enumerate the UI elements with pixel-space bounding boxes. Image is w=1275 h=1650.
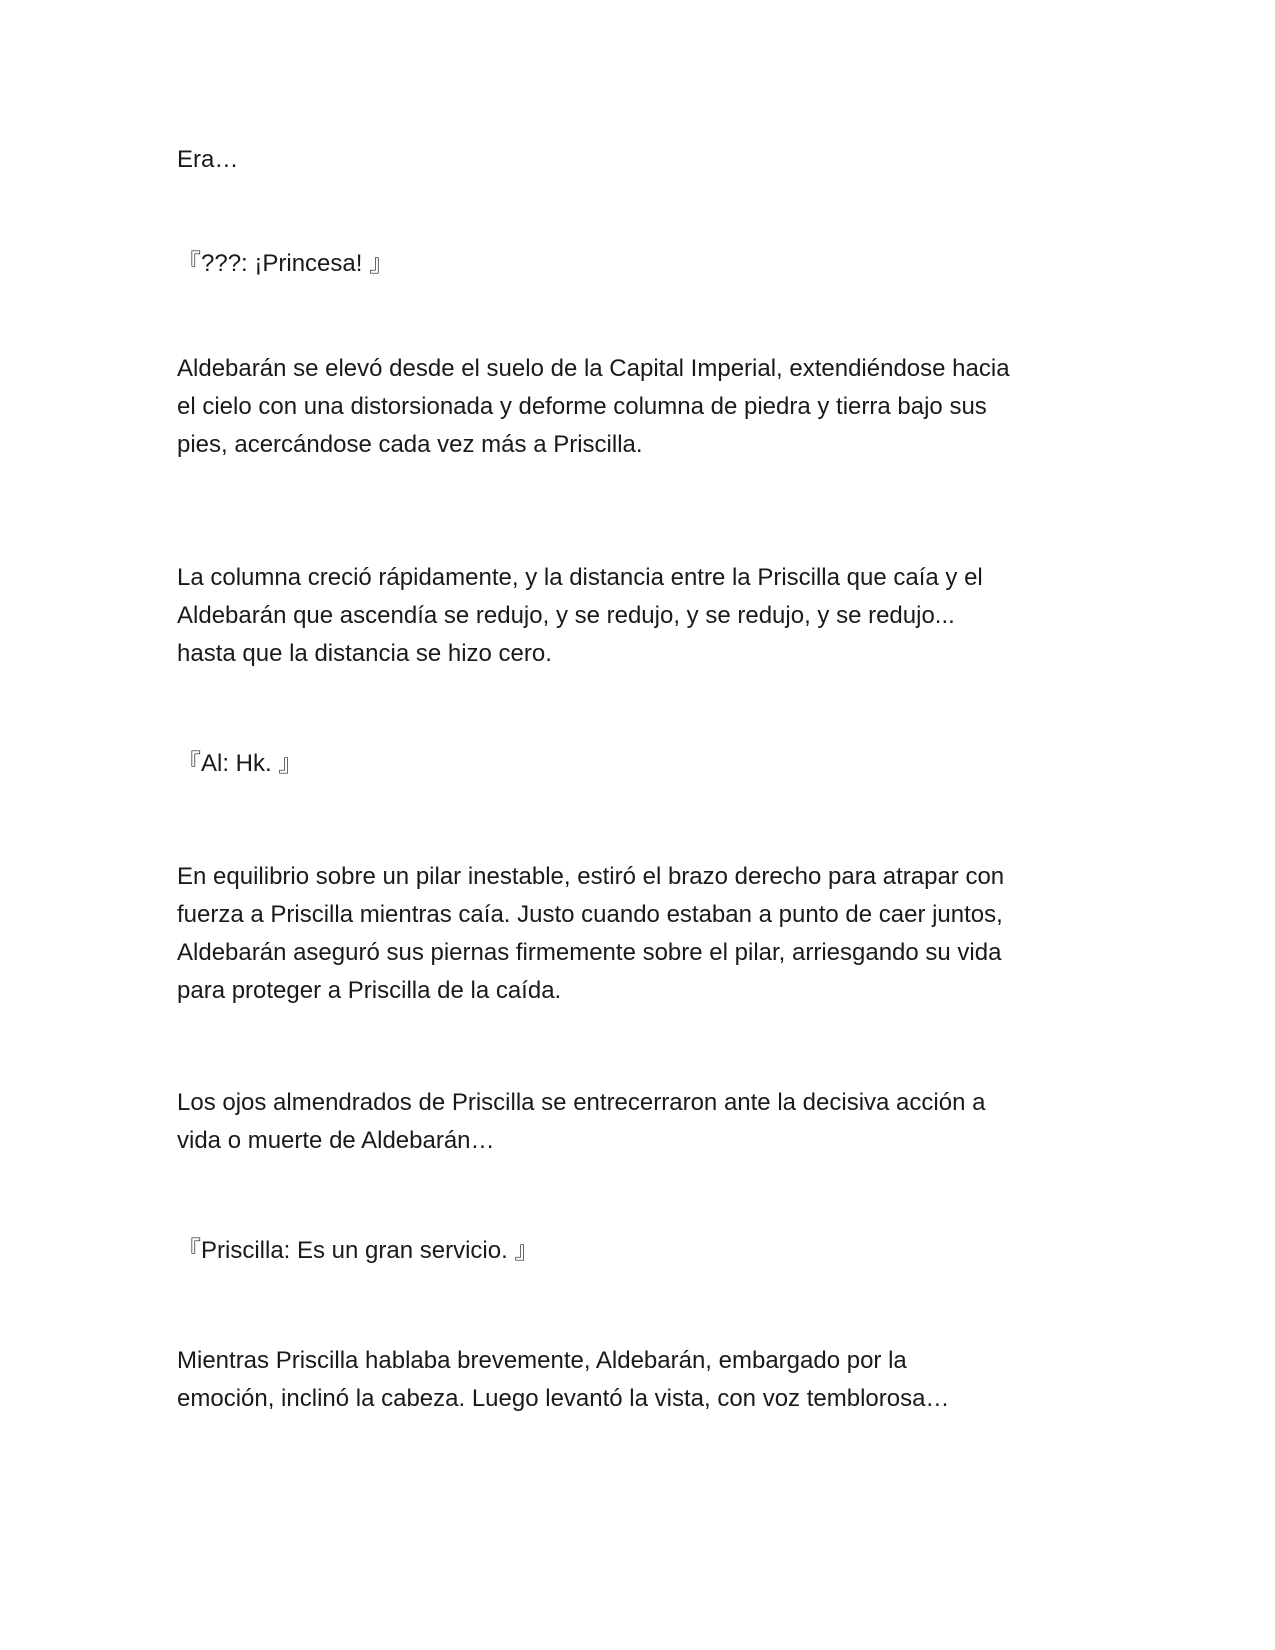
paragraph-line: Era…: [177, 146, 239, 173]
dialogue-line: 『Al: Hk. 』: [177, 750, 303, 777]
paragraph-line: el cielo con una distorsionada y deforme columna de piedra y tierra bajo sus: [177, 393, 987, 420]
dialogue-line: 『???: ¡Princesa! 』: [177, 250, 394, 277]
paragraph-line: Aldebarán aseguró sus piernas firmemente sobre el pilar, arriesgando su vida: [177, 939, 1002, 966]
paragraph-line: Los ojos almendrados de Priscilla se entrecerraron ante la decisiva acción a: [177, 1089, 986, 1116]
paragraph-line: para proteger a Priscilla de la caída.: [177, 977, 562, 1004]
paragraph-line: pies, acercándose cada vez más a Priscilla.: [177, 431, 643, 458]
paragraph-line: fuerza a Priscilla mientras caía. Justo cuando estaban a punto de caer juntos,: [177, 901, 1003, 928]
paragraph-line: Mientras Priscilla hablaba brevemente, Aldebarán, embargado por la: [177, 1347, 907, 1374]
paragraph-line: En equilibrio sobre un pilar inestable, estiró el brazo derecho para atrapar con: [177, 863, 1005, 890]
paragraph-line: Aldebarán que ascendía se redujo, y se redujo, y se redujo, y se redujo...: [177, 602, 955, 629]
paragraph-line: Aldebarán se elevó desde el suelo de la Capital Imperial, extendiéndose hacia: [177, 355, 1010, 382]
paragraph-line: La columna creció rápidamente, y la distancia entre la Priscilla que caía y el: [177, 564, 983, 591]
dialogue-line: 『Priscilla: Es un gran servicio. 』: [177, 1237, 539, 1264]
paragraph-line: vida o muerte de Aldebarán…: [177, 1127, 495, 1154]
paragraph-line: hasta que la distancia se hizo cero.: [177, 640, 552, 667]
paragraph-line: emoción, inclinó la cabeza. Luego levantó la vista, con voz temblorosa…: [177, 1385, 950, 1412]
